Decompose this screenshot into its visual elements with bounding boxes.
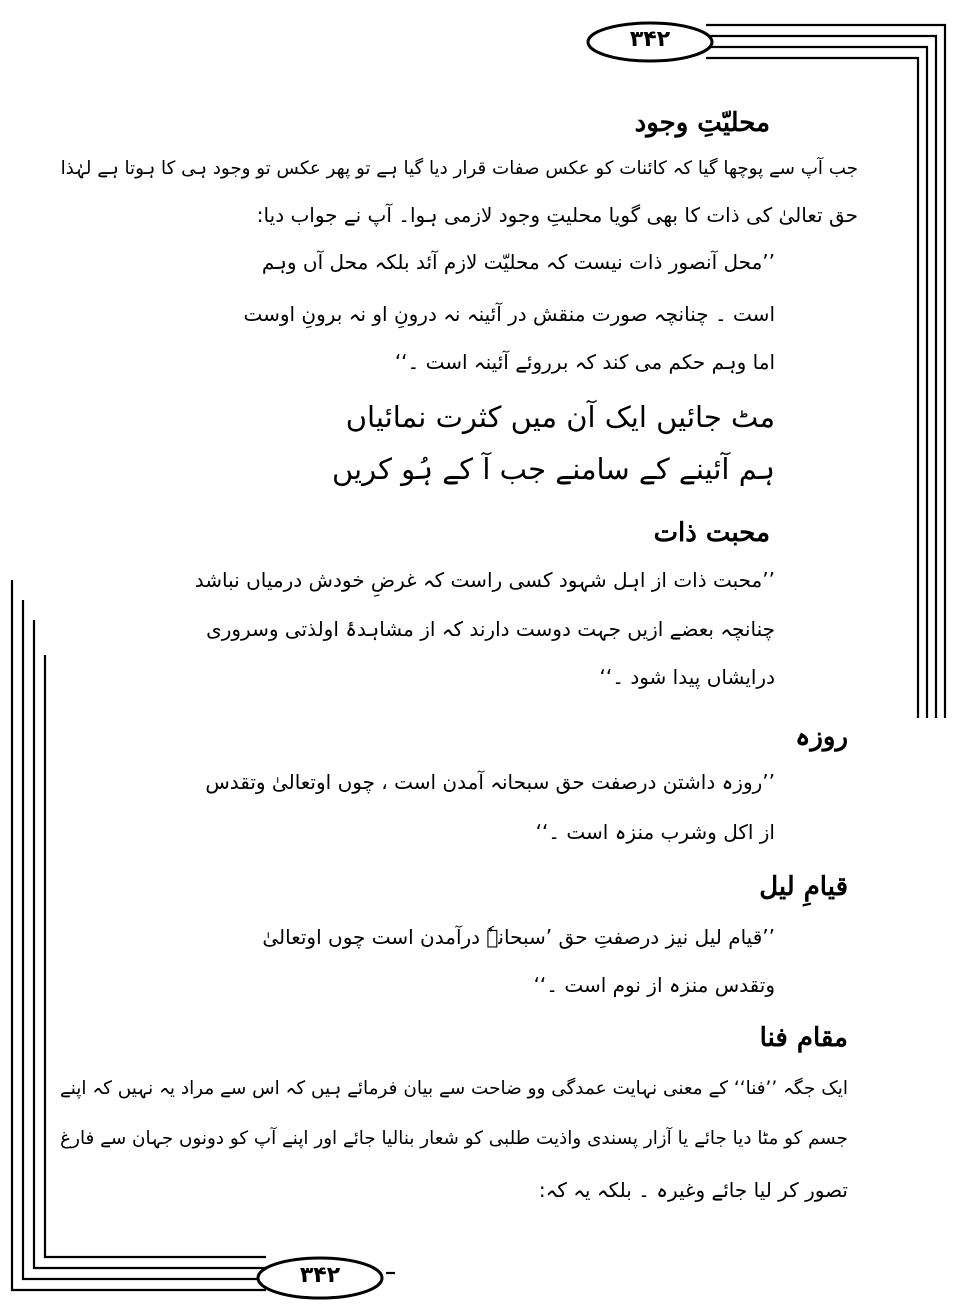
quote-line: است ۔ چنانچہ صورت منقش در آئینہ نہ درونِ او نہ برونِ اوست bbox=[243, 302, 775, 326]
frame-line-top-2 bbox=[706, 36, 936, 718]
frame-line-bottom-4 bbox=[45, 655, 266, 1257]
paragraph-line: تصور کر لیا جائے وغیرہ ۔ بلکہ یہ کہ: bbox=[538, 1178, 848, 1202]
heading-muhabbat: محبت ذات bbox=[653, 518, 770, 548]
frame-line-bottom-1 bbox=[12, 580, 266, 1290]
paragraph-line: حق تعالیٰ کی ذات کا بھی گویا محلیتِ وجود لازمی ہوا۔ آپ نے جواب دیا: bbox=[256, 203, 858, 227]
frame-line-bottom-3 bbox=[34, 620, 266, 1268]
quote-line: اما وہم حکم می کند کہ برروئے آئینہ است ۔‘‘ bbox=[394, 350, 775, 374]
quote-line: ’’محبت ذات از اہل شہود کسی راست کہ غرضِ خودش درمیاں نباشد bbox=[194, 568, 775, 592]
page-number-bottom: ۳۴۲ bbox=[299, 1263, 341, 1288]
quote-line: از اکل وشرب منزہ است ۔‘‘ bbox=[535, 820, 775, 844]
quote-line: وتقدس منزہ از نوم است ۔‘‘ bbox=[533, 973, 775, 997]
paragraph-line: جب آپ سے پوچھا گیا کہ کائنات کو عکس صفات قرار دیا گیا ہے تو پھر عکس تو وجود ہی کا ہوتا ہے لہٰذا bbox=[60, 158, 858, 179]
frame-line-bottom-2 bbox=[23, 600, 266, 1279]
heading-fana: مقام فنا bbox=[759, 1023, 848, 1053]
quote-line: درایشاں پیدا شود ۔‘‘ bbox=[599, 665, 775, 689]
heading-mahaliyat: محلیّتِ وجود bbox=[634, 108, 770, 138]
quote-line: ’’روزہ داشتن درصفت حق سبحانہ آمدن است ، چوں اوتعالیٰ وتقدس bbox=[205, 770, 775, 794]
quote-line: ’’قیام لیل نیز درصفتِ حق ’سبحانہٗ درآمدن است چوں اوتعالیٰ bbox=[262, 925, 775, 949]
paragraph-line: ایک جگہ ’’فنا‘‘ کے معنی نہایت عمدگی وو ضاحت سے بیان فرمائے ہیں کہ اس سے مراد یہ نہیں کہ اپنے bbox=[59, 1078, 848, 1099]
paragraph-line: جسم کو مٹا دیا جائے یا آزار پسندی واذیت طلبی کو شعار بنالیا جائے اور اپنے آپ کو دونوں جہان سے فارغ bbox=[60, 1128, 848, 1149]
heading-roza: روزہ bbox=[795, 722, 848, 752]
quote-line: ’’محل آنصور ذات نیست کہ محلیّت لازم آئد بلکہ محل آں وہم bbox=[261, 250, 775, 274]
verse-line: مٹ جائیں ایک آن میں کثرت نمائیاں bbox=[345, 400, 775, 434]
page-number-top: ۳۴۲ bbox=[629, 27, 671, 52]
verse-line: ہم آئینے کے سامنے جب آ کے ہُو کریں bbox=[331, 452, 775, 486]
quote-line: چنانچہ بعضے ازیں جہت دوست دارند کہ از مشاہدۂ اولذتی وسروری bbox=[206, 617, 775, 641]
heading-qiyam: قیامِ لیل bbox=[759, 872, 848, 902]
